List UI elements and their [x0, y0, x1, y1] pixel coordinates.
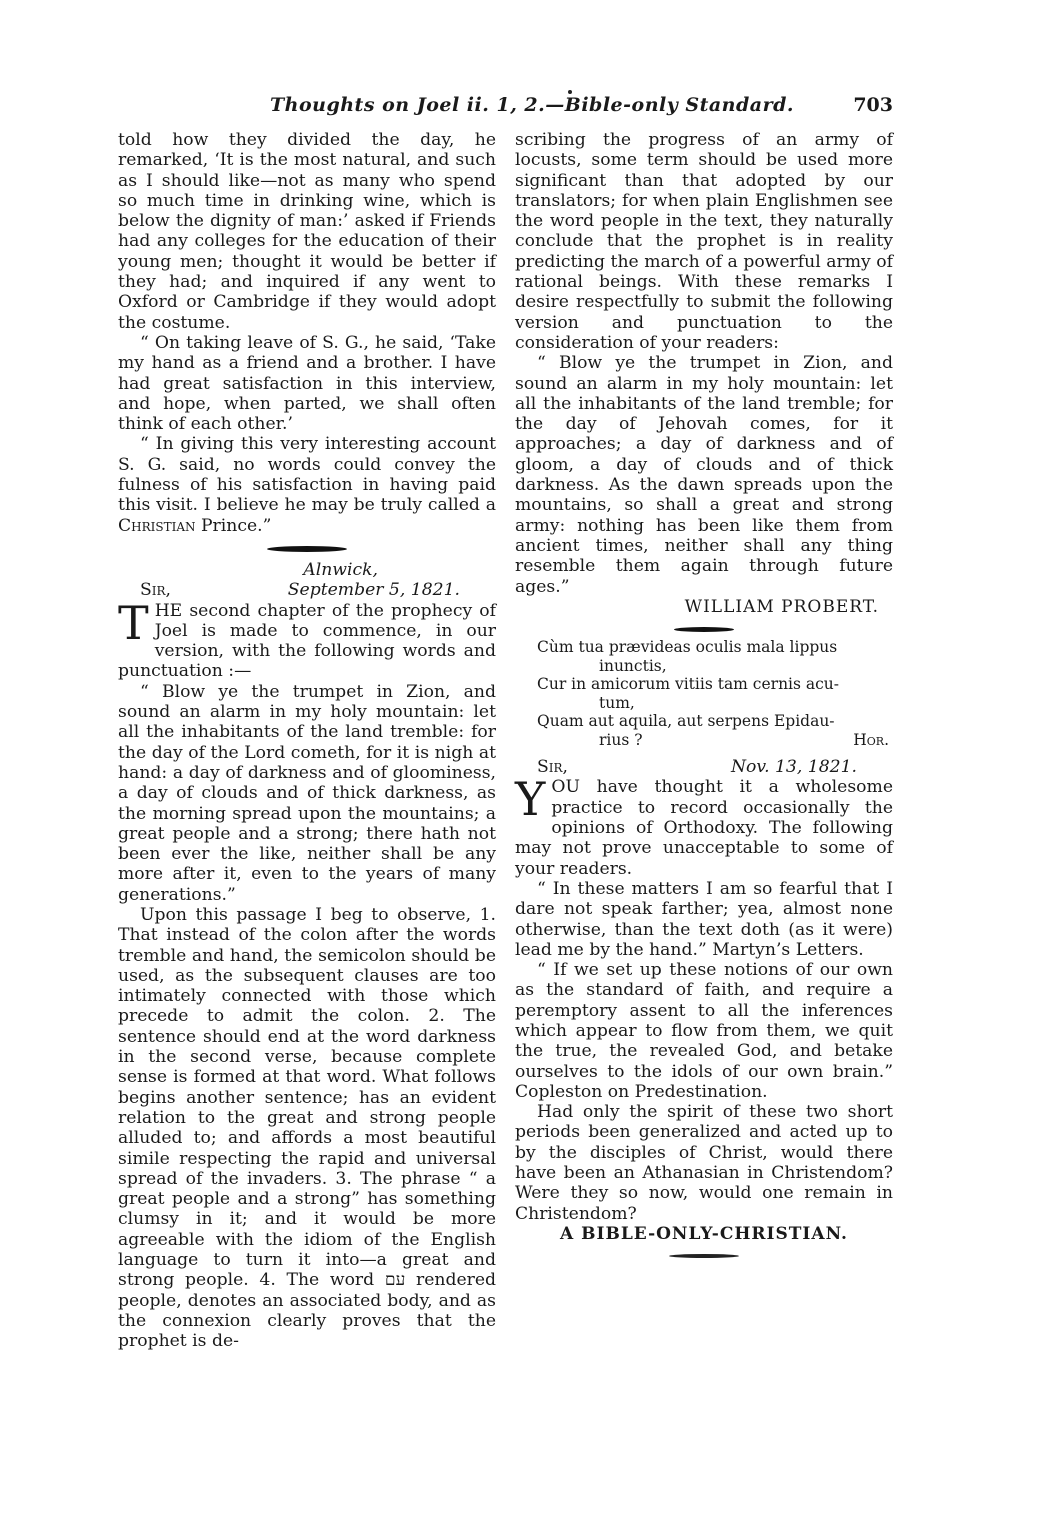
- document-page: [118, 86, 893, 1486]
- epigraph-line: tum,: [599, 693, 635, 712]
- text-span: “ In giving this very interesting account S. G. said, no words could convey the fulness of his satisfaction in having paid this visit. I believe he may be truly called a: [118, 434, 496, 516]
- letter-heading: [515, 757, 893, 777]
- drop-cap: Y: [515, 772, 546, 827]
- small-caps-word: Christian: [118, 515, 196, 536]
- running-title: Thoughts on Joel ii. 1, 2.—Bible-only Standard.: [270, 94, 795, 116]
- paragraph-opening: [118, 595, 496, 682]
- right-column: [515, 130, 893, 1258]
- epigraph-line: Cur in amicorum vitiis tam cernis acu-: [537, 675, 840, 694]
- text-span: OU have thought it a wholesome practice to record occasionally the opinions of Orthodoxy. The following may not prove unacceptable to some of your readers.: [515, 777, 893, 879]
- paragraph-martyn-quote: “ In these matters I am so fearful that I dare not speak farther; yea, almost none otherwise, than the text doth (as it were) lead me by the hand.” Martyn’s Letters.: [515, 878, 893, 960]
- end-divider: [669, 1254, 739, 1258]
- letter-heading: [118, 580, 496, 600]
- page-header: [118, 86, 893, 128]
- letter-date: Nov. 13, 1821.: [731, 757, 857, 778]
- signature-probert: WILLIAM PROBERT.: [684, 596, 879, 617]
- drop-cap: T: [118, 595, 149, 650]
- paragraph-leave-taking: “ On taking leave of S. G., he said, ‘Take my hand as a friend and a brother. I have had great satisfaction in this interview, and hope, when parted, we shall often think of each other.’: [118, 332, 496, 435]
- epigraph-attribution: Hor.: [853, 730, 889, 749]
- salutation: Sir,: [140, 580, 172, 601]
- paragraph-observations: Upon this passage I beg to observe, 1. That instead of the colon after the words tremble and hand, the semicolon should be used, as the subsequent clauses are too intimately connected with those which precede to admit the colon. 2. The sentence should end at the word darkness in the second verse, because complete sense is formed at that word. What follows begins another sentence; has an evident relation to the great and strong people alluded to; and affords a most beautiful simile respecting the rapid and universal spread of the invaders. 3. The phrase “ a great people and a strong” has something clumsy in it; and it would be more agreeable with the idiom of the English language to turn it into—a great and strong people. 4. The word עם rendered people, denotes an associated body, and as the connexion clearly proves that the prophet is de-: [118, 904, 497, 1352]
- text-span: Prince.”: [195, 515, 272, 536]
- paragraph-christian-prince: [118, 434, 496, 535]
- page-number: 703: [853, 94, 893, 116]
- paragraph-opening: [515, 772, 893, 879]
- letter-date: September 5, 1821.: [287, 580, 460, 601]
- section-divider: [674, 627, 734, 632]
- paragraph-interview-end: told how they divided the day, he remarked, ‘It is the most natural, and such as I should like—not as many who spend so much time in drinking wine, which is below the dignity of man:’ asked if Friends had any colleges for the education of their young men; thought it would be better if they had; and inquired if any went to Oxford or Cambridge if they would adopt the costume.: [118, 130, 496, 333]
- letter-place: Alnwick,: [303, 559, 378, 580]
- section-divider: [267, 546, 347, 552]
- paragraph-conclusion: Had only the spirit of these two short periods been generalized and acted up to by the disciples of Christ, would there have been an Athanasian in Christendom? Were they so now, would one remain in Christendom?: [515, 1102, 893, 1224]
- epigraph-line: Quam aut aquila, aut serpens Epidau-: [537, 712, 835, 731]
- epigraph-line: inunctis,: [599, 656, 667, 675]
- signature-bible-only: A BIBLE-ONLY-CHRISTIAN.: [560, 1223, 848, 1244]
- paragraph-copleston-quote: “ If we set up these notions of our own as the standard of faith, and require a peremptory assent to all the inferences which appear to flow from them, we quit the true, the revealed God, and betake ourselves to the idols of our own brain.” Copleston on Predestination.: [515, 960, 893, 1102]
- left-column: [118, 130, 496, 1352]
- paragraph-quotation: “ Blow ye the trumpet in Zion, and sound an alarm in my holy mountain: let all the inhabitants of the land tremble: for the day of the Lord cometh, for it is nigh at hand: a day of darkness and of gloominess, a day of clouds and of thick darkness, as the morning spread upon the mountains; a great people and a strong; there hath not been ever the like, neither shall be any more after it, even to the years of many generations.”: [118, 681, 496, 905]
- text-span: HE second chapter of the prophecy of Joel is made to commence, in our version, with the following words and punctuation :—: [118, 600, 496, 682]
- epigraph-attribution-line: [537, 731, 893, 750]
- paragraph-continuation: scribing the progress of an army of locusts, some term should be used more significant than that adopted by our translators; for when plain Englishmen see the word people in the text, they naturally conclude that the prophet is in reality predicting the march of a powerful army of rational beings. With these remarks I desire respectfully to submit the following version and punctuation to the consideration of your readers:: [515, 130, 893, 353]
- paragraph-version: “ Blow ye the trumpet in Zion, and sound an alarm in my holy mountain: let all the inhabitants of the land tremble; for the day of Jehovah comes, for it approaches; a day of darkness and of gloom, a day of clouds and of thick darkness. As the dawn spreads upon the mountains, so shall a great and strong army: nothing has been like them from ancient times, neither shall any thing resemble them again through future ages.”: [515, 353, 893, 597]
- epigraph-line: Cùm tua prævideas oculis mala lippus: [537, 638, 838, 657]
- epigraph-line: rius ?: [599, 730, 643, 749]
- salutation: Sir,: [537, 757, 569, 778]
- latin-epigraph: [515, 638, 893, 749]
